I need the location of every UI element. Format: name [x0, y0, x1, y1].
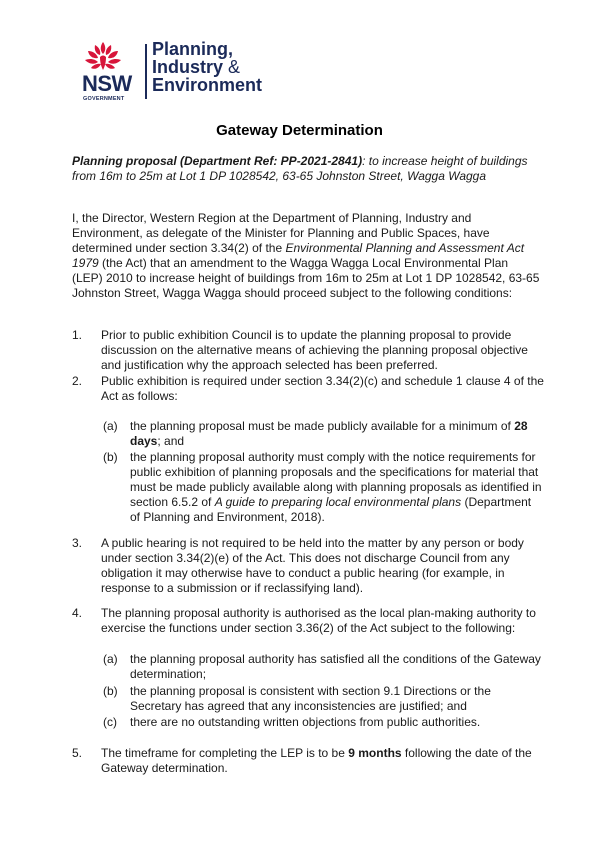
condition-number: 2.	[72, 374, 83, 388]
subcondition-text: there are no outstanding written objections from public authorities.	[130, 715, 481, 729]
subcondition-number: (a)	[103, 419, 118, 433]
condition-text: The planning proposal authority is authorised as the local plan-making authority to exercise the functions under section 3.36(2) of the Act subject to the following:	[101, 606, 536, 635]
department-name	[152, 40, 262, 94]
dept-line-2: Industry &	[152, 57, 241, 77]
subcondition-text: the planning proposal is consistent with section 9.1 Directions or the Secretary has agreed that any inconsistencies are justified; and	[130, 684, 491, 713]
government-label: GOVERNMENT	[83, 96, 125, 102]
act-title: Environmental Planning and Assessment Act 1979	[72, 241, 525, 270]
logo-divider	[145, 44, 147, 99]
subcondition-number: (c)	[103, 715, 117, 729]
condition-text: Public exhibition is required under section 3.34(2)(c) and schedule 1 clause 4 of the Act as follows:	[101, 374, 544, 403]
subcondition-number: (b)	[103, 450, 118, 464]
subcondition-text: the planning proposal authority has satisfied all the conditions of the Gateway determination;	[130, 652, 541, 681]
condition-number: 4.	[72, 606, 83, 620]
dept-line-1: Planning,	[152, 39, 233, 59]
page-title: Gateway Determination	[216, 122, 383, 139]
subcondition-number: (a)	[103, 652, 118, 666]
condition-number: 3.	[72, 536, 83, 550]
condition-text: Prior to public exhibition Council is to update the planning proposal to provide discussion on the alternative means of achieving the planning proposal objective and justification why the approach selected has been preferred.	[101, 328, 528, 372]
condition-text: A public hearing is not required to be held into the matter by any person or body under section 3.34(2)(e) of the Act. This does not discharge Council from any obligation it may otherwise have to conduct a public hearing (for example, in response to a submission or if reclassifying land).	[101, 536, 524, 595]
determination-paragraph: I, the Director, Western Region at the Department of Planning, Industry and Environment, as delegate of the Minister for Planning and Public Spaces, have determined under section 3.34(2) of the Environmental Planning and Assessment Act 1979 (the Act) that an amendment to the Wagga Wagga Local Environmental Plan (LEP) 2010 to increase height of buildings from 16m to 25m at Lot 1 DP 1028542, 63-65 Johnston Street, Wagga Wagga should proceed subject to the following conditions:	[72, 211, 540, 300]
subcondition-number: (b)	[103, 684, 118, 698]
condition-number: 1.	[72, 328, 83, 342]
proposal-intro: Planning proposal (Department Ref: PP-2021-2841): to increase height of buildings from 16m to 25m at Lot 1 DP 1028542, 63-65 Johnston Street, Wagga Wagga	[72, 154, 528, 183]
nsw-wordmark: NSW	[82, 71, 132, 96]
condition-number: 5.	[72, 746, 83, 760]
condition-text: The timeframe for completing the LEP is to be 9 months following the date of the Gateway determination.	[101, 746, 532, 775]
subcondition-text: the planning proposal authority must comply with the notice requirements for public exhibition of planning proposals and the specifications for material that must be made publicly available along with planning proposals as identified in section 6.5.2 of A guide to preparing local environmental plans (Department of Planning and Environment, 2018).	[130, 450, 542, 524]
nsw-planning-logo	[79, 40, 279, 104]
dept-line-3: Environment	[152, 75, 263, 95]
guide-title: A guide to preparing local environmental plans	[214, 495, 462, 509]
proposal-ref: Planning proposal (Department Ref: PP-2021-2841)	[72, 154, 363, 168]
subcondition-text: the planning proposal must be made publicly available for a minimum of 28 days; and	[130, 419, 528, 448]
waratah-icon	[83, 40, 123, 72]
